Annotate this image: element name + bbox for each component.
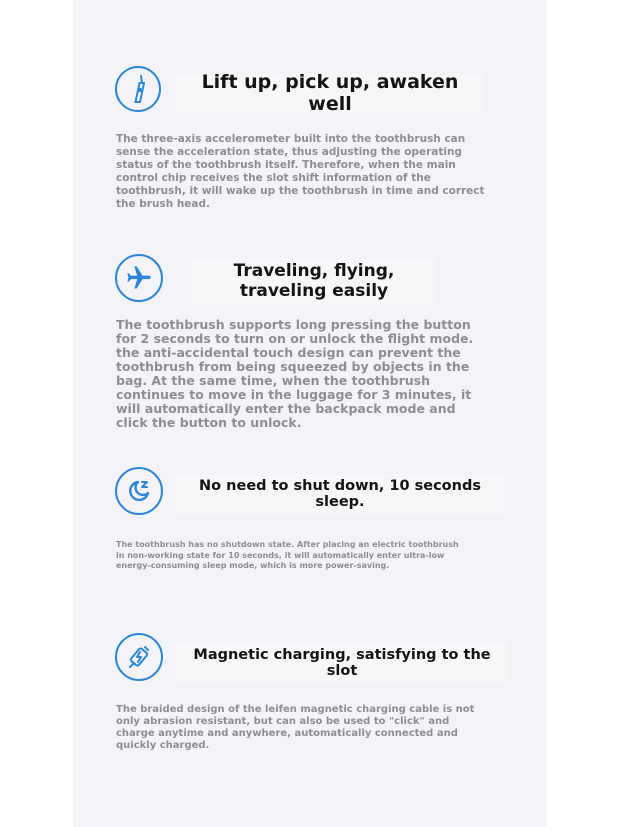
feature-description: The three-axis accelerometer built into the toothbrush can sense the acceleration state, thus adjusting the operating status of the toothbrush itself. Therefore, when the main control chip receives the slot shift information of the toothbrush, it will wake up the toothbrush in time and correct the brush head. xyxy=(116,133,485,210)
toothbrush-icon xyxy=(115,66,161,112)
moon-sleep-icon xyxy=(115,467,163,515)
feature-description: The toothbrush has no shutdown state. After placing an electric toothbrush in non-working state for 10 seconds, it will automatically enter ultra-low energy-consuming sleep mode, which is more power-saving. xyxy=(116,540,459,570)
feature-title: Lift up, pick up, awaken well xyxy=(177,74,483,112)
charging-cable-icon xyxy=(115,633,163,681)
content-panel xyxy=(73,0,547,827)
feature-title: Magnetic charging, satisfying to the slot xyxy=(177,642,507,684)
feature-description: The braided design of the leifen magnetic charging cable is not only abrasion resistant, but can also be used to "click" and charge anytime and anywhere, automatically connected and quickly charged. xyxy=(116,704,475,751)
airplane-icon xyxy=(115,254,163,302)
feature-title: Traveling, flying, traveling easily xyxy=(193,258,435,304)
feature-description: The toothbrush supports long pressing the button for 2 seconds to turn on or unlock the flight mode. the anti-accidental touch design can prevent the toothbrush from being squeezed by objects in the bag. At the same time, when the toothbrush continues to move in the luggage for 3 minutes, it will automatically enter the backpack mode and click the button to unlock. xyxy=(116,317,474,430)
feature-title: No need to shut down, 10 seconds sleep. xyxy=(177,474,503,514)
